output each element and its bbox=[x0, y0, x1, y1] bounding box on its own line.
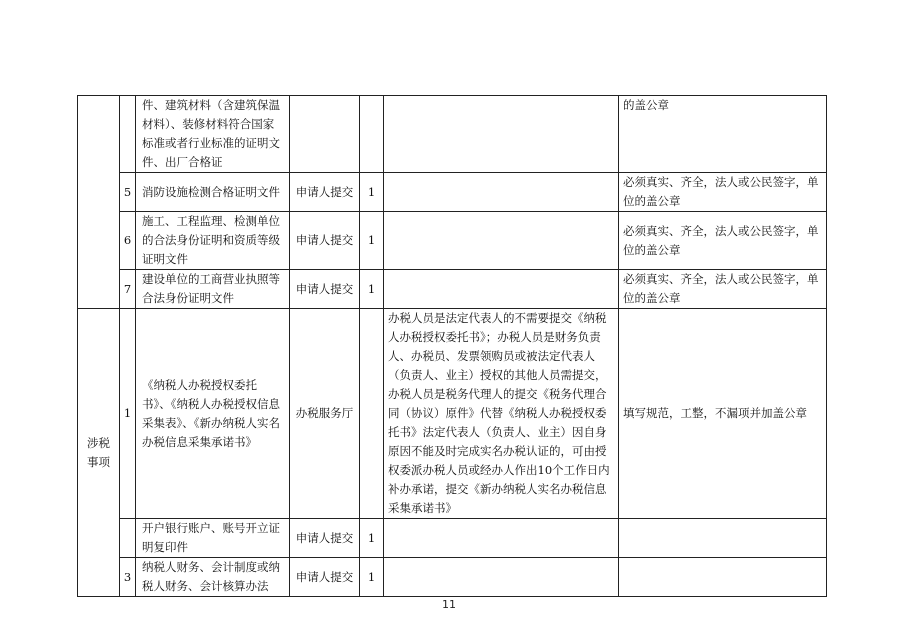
notes-cell bbox=[384, 558, 619, 597]
notes-cell bbox=[384, 96, 619, 173]
material-cell: 纳税人财务、会计制度或纳税人财务、会计核算办法 bbox=[136, 558, 290, 597]
copies-cell: 1 bbox=[360, 212, 384, 270]
source-cell: 申请人提交 bbox=[290, 558, 360, 597]
material-cell: 《纳税人办税授权委托书》、《纳税人办税授权信息采集表》、《新办纳税人实名办税信息采集承诺书》 bbox=[136, 309, 290, 519]
requirement-cell bbox=[619, 558, 827, 597]
source-cell bbox=[290, 96, 360, 173]
source-cell: 申请人提交 bbox=[290, 212, 360, 270]
copies-cell: 1 bbox=[360, 519, 384, 558]
table-row bbox=[78, 558, 827, 597]
table-row bbox=[78, 270, 827, 309]
seq-cell bbox=[120, 519, 136, 558]
material-cell: 开户银行账户、账号开立证明复印件 bbox=[136, 519, 290, 558]
source-cell: 办税服务厅 bbox=[290, 309, 360, 519]
requirement-cell: 填写规范，工整，不漏项并加盖公章 bbox=[619, 309, 827, 519]
category-cell: 涉税事项 bbox=[78, 309, 120, 597]
requirement-cell bbox=[619, 519, 827, 558]
notes-cell bbox=[384, 173, 619, 212]
notes-cell bbox=[384, 519, 619, 558]
page-number: 11 bbox=[442, 598, 456, 611]
materials-table bbox=[77, 95, 827, 597]
requirement-cell: 的盖公章 bbox=[619, 96, 827, 173]
seq-cell: 5 bbox=[120, 173, 136, 212]
copies-cell bbox=[360, 309, 384, 519]
material-cell: 施工、工程监理、检测单位的合法身份证明和资质等级证明文件 bbox=[136, 212, 290, 270]
requirement-cell: 必须真实、齐全，法人或公民签字，单位的盖公章 bbox=[619, 212, 827, 270]
source-cell: 申请人提交 bbox=[290, 270, 360, 309]
seq-cell: 7 bbox=[120, 270, 136, 309]
table-row bbox=[78, 519, 827, 558]
copies-cell bbox=[360, 96, 384, 173]
notes-cell bbox=[384, 270, 619, 309]
seq-cell: 3 bbox=[120, 558, 136, 597]
seq-cell: 6 bbox=[120, 212, 136, 270]
copies-cell: 1 bbox=[360, 173, 384, 212]
source-cell: 申请人提交 bbox=[290, 173, 360, 212]
seq-cell: 1 bbox=[120, 309, 136, 519]
requirement-cell: 必须真实、齐全，法人或公民签字，单位的盖公章 bbox=[619, 270, 827, 309]
seq-cell bbox=[120, 96, 136, 173]
notes-cell bbox=[384, 212, 619, 270]
copies-cell: 1 bbox=[360, 558, 384, 597]
material-cell: 消防设施检测合格证明文件 bbox=[136, 173, 290, 212]
requirement-cell: 必须真实、齐全，法人或公民签字，单位的盖公章 bbox=[619, 173, 827, 212]
source-cell: 申请人提交 bbox=[290, 519, 360, 558]
material-cell: 件、建筑材料（含建筑保温材料）、装修材料符合国家标准或者行业标准的证明文件、出厂合格证 bbox=[136, 96, 290, 173]
table-row bbox=[78, 173, 827, 212]
category-cell-empty bbox=[78, 96, 120, 309]
table-row bbox=[78, 309, 827, 519]
notes-cell: 办税人员是法定代表人的不需要提交《纳税人办税授权委托书》；办税人员是财务负责人、办税员、发票领购员或被法定代表人（负责人、业主）授权的其他人员需提交，办税人员是税务代理人的提交《税务代理合同（协议）原件》代替《纳税人办税授权委托书》法定代表人（负责人、业主）因自身原因不能及时完成实名办税认证的，可由授权委派办税人员或经办人作出10个工作日内补办承诺，提交《新办纳税人实名办税信息采集承诺书》 bbox=[384, 309, 619, 519]
material-cell: 建设单位的工商营业执照等合法身份证明文件 bbox=[136, 270, 290, 309]
table-row bbox=[78, 96, 827, 173]
table-row bbox=[78, 212, 827, 270]
copies-cell: 1 bbox=[360, 270, 384, 309]
